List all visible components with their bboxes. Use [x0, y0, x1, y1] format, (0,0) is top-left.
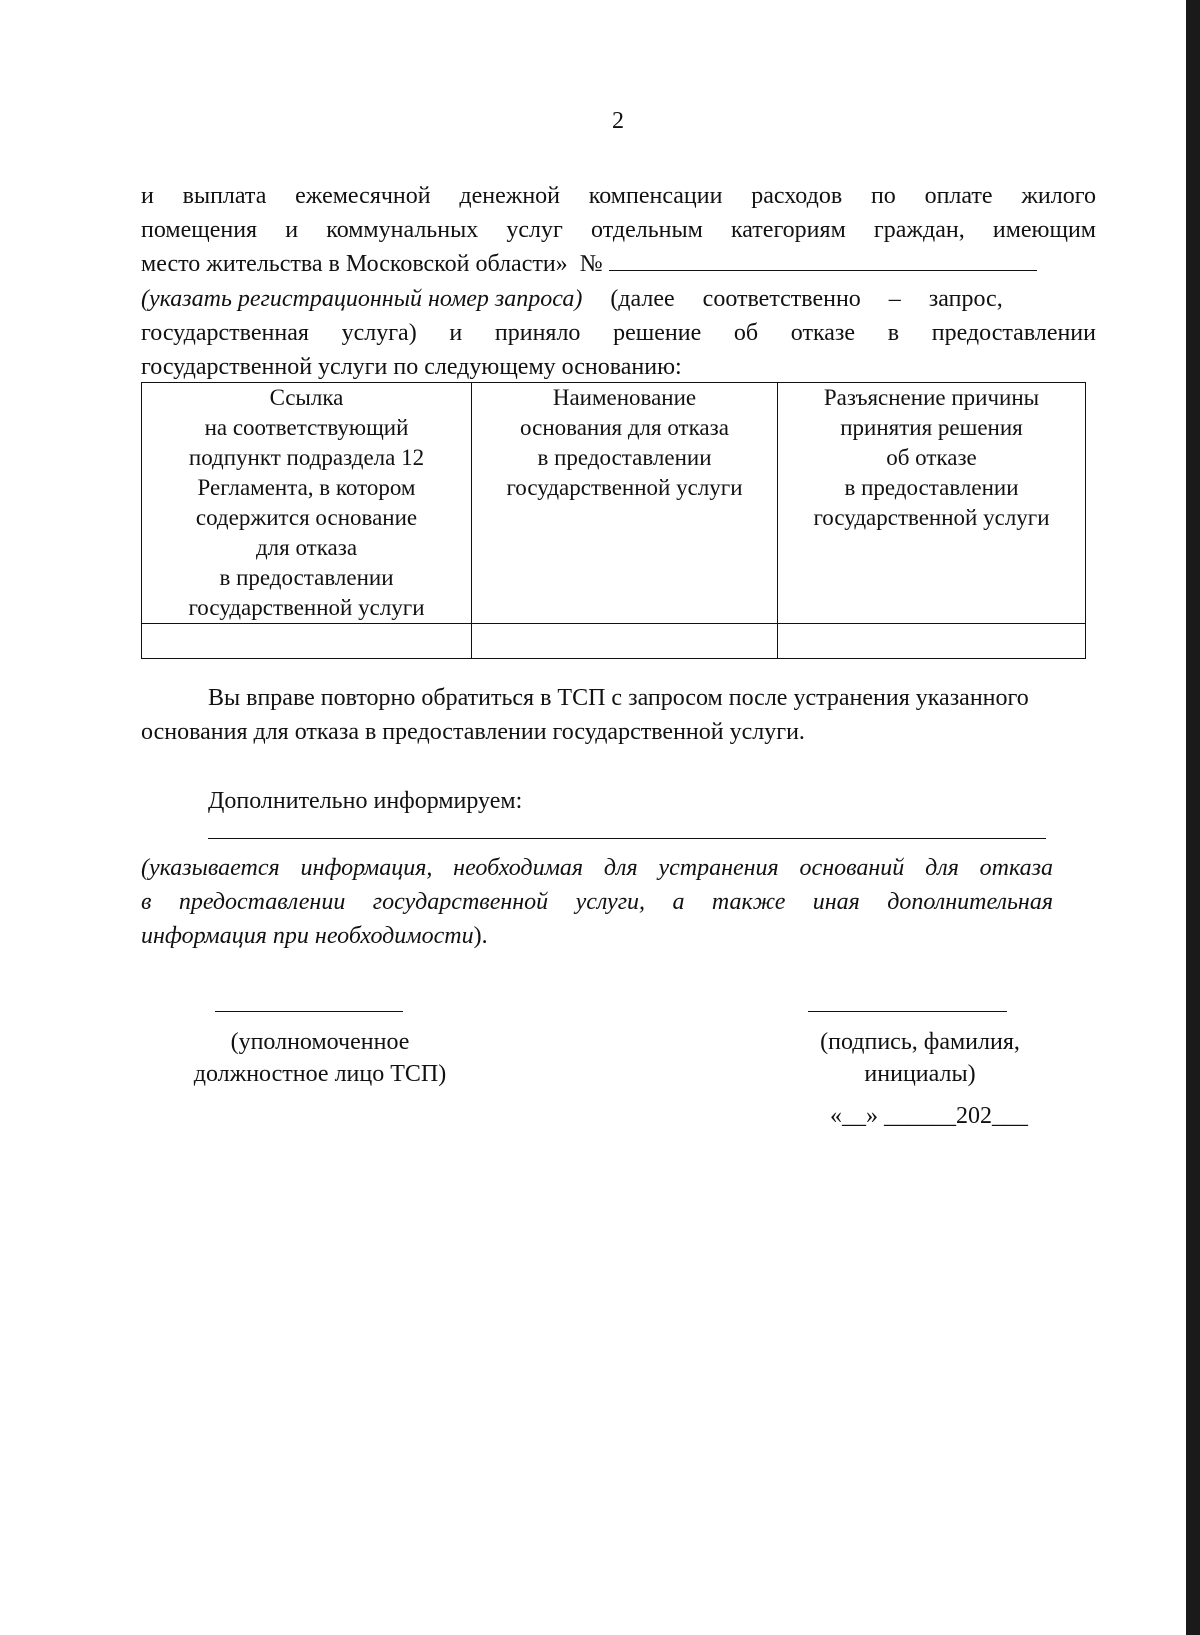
official-caption-line-1: (уполномоченное: [230, 1029, 410, 1055]
additional-note-line-3-end: ).: [473, 923, 488, 949]
header-line: об отказе: [886, 445, 977, 470]
intro-line-1: и выплата ежемесячной денежной компенсации расходов по оплате жилого: [141, 183, 1096, 209]
table-header-row: [142, 383, 1086, 624]
additional-note-line-1: (указывается информация, необходимая для устранения оснований для отказа: [141, 855, 1053, 881]
additional-note-line-2: в предоставлении государственной услуги, а также иная дополнительная: [141, 889, 1053, 915]
intro-line-3-text: место жительства в Московской области»: [141, 251, 568, 277]
signature-caption-line-1: (подпись, фамилия,: [820, 1029, 1020, 1055]
header-cell-reference: [142, 383, 472, 624]
header-line: подпункт подраздела 12: [188, 445, 425, 470]
additional-note-line-3-italic: информация при необходимости: [141, 923, 474, 949]
header-line: государственной услуги: [813, 505, 1050, 530]
official-signature-line: [215, 1011, 403, 1012]
page-number: 2: [612, 108, 624, 134]
table-row: [142, 624, 1086, 659]
header-line: государственной услуги: [506, 475, 743, 500]
header-cell-reason-name: [472, 383, 778, 624]
intro-line-2: помещения и коммунальных услуг отдельным категориям граждан, имеющим: [141, 217, 1096, 243]
additional-note-line-3: [141, 920, 1096, 952]
header-line: Регламента, в котором: [197, 475, 416, 500]
intro-line-6: государственной услуги по следующему основанию:: [141, 354, 682, 380]
header-cell-explanation: [778, 383, 1086, 624]
header-line: Наименование: [552, 385, 697, 410]
additional-info-blank: [208, 838, 1046, 839]
date-field: «__» ______202___: [830, 1103, 1028, 1129]
header-line: основания для отказа: [520, 415, 729, 440]
intro-line-5: государственная услуга) и приняло решение об отказе в предоставлении: [141, 320, 1096, 346]
intro-line-4-italic: (указать регистрационный номер запроса): [141, 286, 583, 312]
number-sign: №: [579, 251, 603, 277]
header-line: принятия решения: [840, 415, 1023, 440]
official-caption-line-2: должностное лицо ТСП): [193, 1061, 447, 1087]
header-line: в предоставлении: [537, 445, 712, 470]
table-cell: [142, 624, 472, 659]
table-cell: [472, 624, 778, 659]
reapply-line-1: Вы вправе повторно обратиться в ТСП с запросом после устранения указанного: [208, 685, 1029, 711]
header-line: в предоставлении: [844, 475, 1019, 500]
table-cell: [778, 624, 1086, 659]
signature-caption-line-2: инициалы): [864, 1061, 976, 1087]
refusal-table: [141, 382, 1086, 659]
header-line: в предоставлении: [219, 565, 394, 590]
signature-caption: [780, 1026, 1060, 1090]
header-line: Ссылка: [269, 385, 344, 410]
request-number-blank: [609, 248, 1037, 271]
header-line: на соответствующий: [204, 415, 409, 440]
scan-page-edge: [1186, 0, 1200, 1635]
header-line: Разъяснение причины: [823, 385, 1040, 410]
header-line: содержится основание: [195, 505, 418, 530]
reapply-line-2: основания для отказа в предоставлении государственной услуги.: [141, 719, 805, 745]
official-caption: [150, 1026, 490, 1090]
header-line: государственной услуги: [188, 595, 425, 620]
header-line: для отказа: [255, 535, 358, 560]
additional-heading: Дополнительно информируем:: [208, 788, 523, 814]
signature-name-line: [808, 1011, 1007, 1012]
intro-line-3: [141, 248, 1096, 280]
intro-line-4-text: (далее соответственно – запрос,: [582, 286, 1003, 312]
intro-line-4: [141, 283, 1096, 315]
